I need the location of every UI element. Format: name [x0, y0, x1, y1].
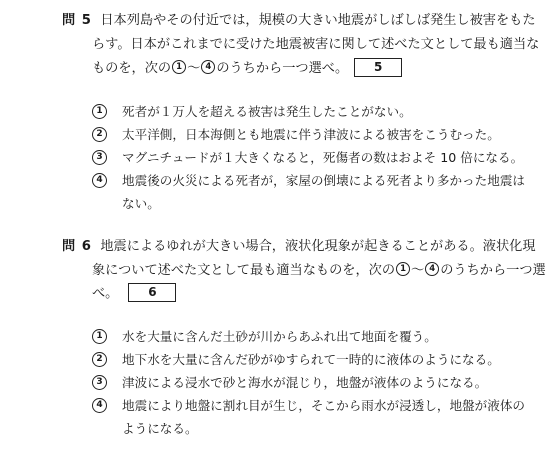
q6-choice-4-cont-text: ようになる。	[122, 421, 198, 436]
q5-choice-4-cont-text: ない。	[122, 196, 160, 211]
q5-choice-1-text: 死者が１万人を超える被害は発生したことがない。	[122, 104, 412, 119]
q5-label: 問 5	[62, 13, 92, 28]
q6-range-start-icon: 1	[396, 262, 410, 276]
q5-choice-4-number-icon: 4	[92, 173, 107, 188]
q6-choice-3-text: 津波による浸水で砂と海水が混じり，地盤が液体のようになる。	[122, 375, 488, 390]
q5-choice-4-continuation	[122, 193, 160, 215]
q6-line-1	[62, 236, 536, 258]
q6-choice-4-continuation	[122, 418, 198, 440]
q6-text-1: 地震によるゆれが大きい場合，液状化現象が起きることがある。液状化現	[100, 239, 536, 254]
q5-text-2: らす。日本がこれまでに受けた地震被害に関して述べた文として最も適当な	[92, 37, 540, 52]
q5-text-3a: ものを，次の	[92, 61, 172, 76]
q6-choice-2-number-icon: 2	[92, 352, 107, 367]
q6-text-2a: 象について述べた文として最も適当なものを，次の	[92, 263, 396, 278]
q5-line-3	[92, 58, 402, 80]
q5-choice-1-number-icon: 1	[92, 104, 107, 119]
q6-choice-2-text: 地下水を大量に含んだ砂がゆすられて一時的に液体のようになる。	[122, 352, 500, 367]
q5-answer-box[interactable]: 5	[354, 58, 402, 77]
q5-choice-2-number-icon: 2	[92, 127, 107, 142]
q5-text-3b: のうちから一つ選べ。	[216, 61, 349, 76]
q6-label: 問 6	[62, 239, 92, 254]
q6-choice-1-text: 水を大量に含んだ土砂が川からあふれ出て地面を覆う。	[122, 329, 437, 344]
q6-choice-3-number-icon: 3	[92, 375, 107, 390]
q6-choice-4-number-icon: 4	[92, 398, 107, 413]
q6-choice-4-text: 地震により地盤に割れ目が生じ，そこから雨水が浸透し，地盤が液体の	[122, 398, 525, 413]
q6-line-3	[92, 283, 176, 305]
q5-text-1: 日本列島やその付近では，規模の大きい地震がしばしば発生し被害をもた	[100, 13, 536, 28]
q5-range-end-icon: 4	[201, 60, 215, 74]
q6-text-2b: のうちから一つ選	[440, 263, 546, 278]
q6-range-end-icon: 4	[425, 262, 439, 276]
q5-line-1	[62, 10, 536, 32]
q6-range-sep: 〜	[411, 263, 425, 278]
q5-line-2	[92, 34, 539, 56]
q5-range-start-icon: 1	[172, 60, 186, 74]
q6-text-3: べ。	[92, 286, 119, 301]
q6-line-2	[92, 260, 546, 282]
q5-choice-2-text: 太平洋側，日本海側とも地震に伴う津波による被害をこうむった。	[122, 127, 500, 142]
q5-choice-4-text: 地震後の火災による死者が，家屋の倒壊による死者より多かった地震は	[122, 173, 525, 188]
q5-choice-3-text: マグニチュードが１大きくなると，死傷者の数はおよそ 10 倍になる。	[122, 150, 524, 165]
q5-choice-3-number-icon: 3	[92, 150, 107, 165]
q6-answer-box[interactable]: 6	[128, 283, 176, 302]
q6-choice-1-number-icon: 1	[92, 329, 107, 344]
q5-range-sep: 〜	[187, 61, 201, 76]
